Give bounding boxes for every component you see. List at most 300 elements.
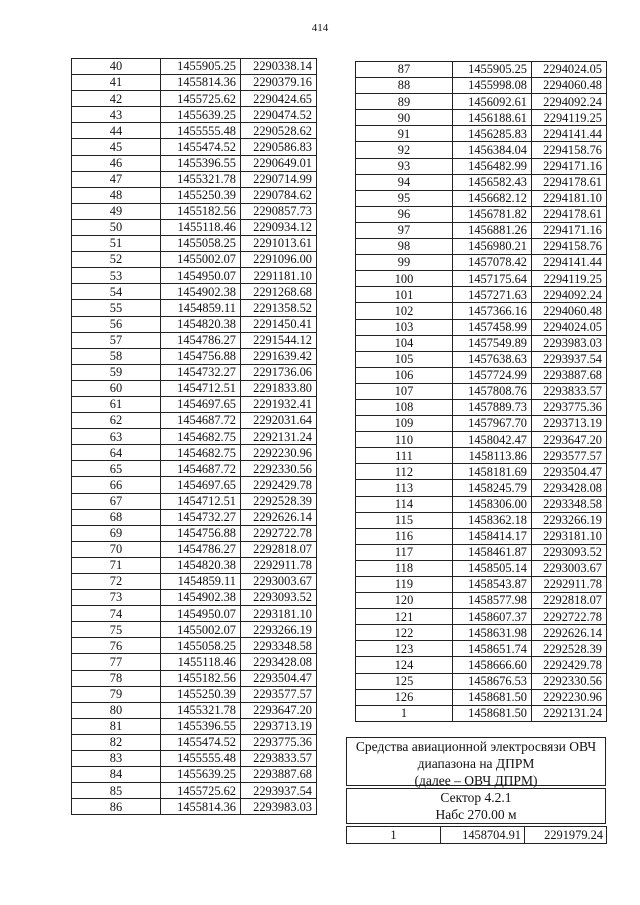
point-number: 95	[356, 190, 453, 206]
y-coordinate: 2293348.58	[532, 496, 607, 512]
x-coordinate: 1455182.56	[161, 203, 241, 219]
y-coordinate: 2293887.68	[241, 767, 317, 783]
point-number: 126	[356, 689, 453, 705]
table-row	[356, 62, 607, 78]
point-number: 46	[72, 155, 161, 171]
table-row	[356, 593, 607, 609]
point-number: 45	[72, 139, 161, 155]
y-coordinate: 2291181.10	[241, 268, 317, 284]
table-row	[356, 689, 607, 705]
point-number: 54	[72, 284, 161, 300]
point-number: 58	[72, 348, 161, 364]
table-row	[72, 429, 317, 445]
table-row	[356, 673, 607, 689]
table-row	[356, 206, 607, 222]
table-row	[356, 174, 607, 190]
x-coordinate: 1454732.27	[161, 509, 241, 525]
table-row	[72, 638, 317, 654]
table-row	[72, 203, 317, 219]
x-coordinate: 1456582.43	[453, 174, 532, 190]
table-row	[356, 287, 607, 303]
y-coordinate: 2290474.52	[241, 107, 317, 123]
point-number: 43	[72, 107, 161, 123]
x-coordinate: 1455555.48	[161, 123, 241, 139]
point-number: 77	[72, 654, 161, 670]
table-row	[72, 380, 317, 396]
y-coordinate: 2292528.39	[241, 493, 317, 509]
x-coordinate: 1454756.88	[161, 348, 241, 364]
table-row	[356, 399, 607, 415]
point-number: 116	[356, 528, 453, 544]
point-number: 124	[356, 657, 453, 673]
point-number: 114	[356, 496, 453, 512]
y-coordinate: 2294119.25	[532, 110, 607, 126]
table-row	[72, 348, 317, 364]
x-coordinate: 1455555.48	[161, 751, 241, 767]
y-coordinate: 2293181.10	[532, 528, 607, 544]
x-coordinate: 1458607.37	[453, 609, 532, 625]
x-coordinate: 1458181.69	[453, 464, 532, 480]
point-number: 111	[356, 448, 453, 464]
point-number: 79	[72, 686, 161, 702]
point-number: 107	[356, 383, 453, 399]
point-number: 63	[72, 429, 161, 445]
point-number: 50	[72, 219, 161, 235]
table-row	[72, 59, 317, 75]
point-number: 41	[72, 75, 161, 91]
y-coordinate: 2293428.08	[241, 654, 317, 670]
x-coordinate: 1456482.99	[453, 158, 532, 174]
sector-box	[346, 788, 606, 824]
table-row	[72, 107, 317, 123]
x-coordinate: 1454682.75	[161, 445, 241, 461]
y-coordinate: 2292626.14	[241, 509, 317, 525]
point-number: 56	[72, 316, 161, 332]
table-row	[72, 91, 317, 107]
x-coordinate: 1458505.14	[453, 560, 532, 576]
y-coordinate: 2294060.48	[532, 78, 607, 94]
y-coordinate: 2291358.52	[241, 300, 317, 316]
x-coordinate: 1458666.60	[453, 657, 532, 673]
y-coordinate: 2292230.96	[241, 445, 317, 461]
point-number: 119	[356, 577, 453, 593]
point-number: 99	[356, 255, 453, 271]
y-coordinate: 2293983.03	[241, 799, 317, 815]
point-number: 80	[72, 702, 161, 718]
y-coordinate: 2293504.47	[532, 464, 607, 480]
point-number: 69	[72, 525, 161, 541]
x-coordinate: 1458113.86	[453, 448, 532, 464]
point-number: 91	[356, 126, 453, 142]
point-number: 52	[72, 252, 161, 268]
point-number: 1	[347, 827, 441, 844]
table-row	[72, 461, 317, 477]
y-coordinate: 2290424.65	[241, 91, 317, 107]
x-coordinate: 1457366.16	[453, 303, 532, 319]
point-number: 60	[72, 380, 161, 396]
x-coordinate: 1455905.25	[453, 62, 532, 78]
point-number: 86	[72, 799, 161, 815]
y-coordinate: 2290649.01	[241, 155, 317, 171]
point-number: 121	[356, 609, 453, 625]
y-coordinate: 2292722.78	[241, 525, 317, 541]
section-title-line-3: (далее – ОВЧ ДПРМ)	[414, 773, 538, 788]
x-coordinate: 1457175.64	[453, 271, 532, 287]
point-number: 74	[72, 606, 161, 622]
x-coordinate: 1458681.50	[453, 689, 532, 705]
x-coordinate: 1455725.62	[161, 91, 241, 107]
table-row	[72, 123, 317, 139]
point-number: 106	[356, 367, 453, 383]
table-row	[72, 557, 317, 573]
y-coordinate: 2292911.78	[532, 577, 607, 593]
table-row	[72, 332, 317, 348]
x-coordinate: 1456980.21	[453, 239, 532, 255]
table-row	[72, 606, 317, 622]
x-coordinate: 1455474.52	[161, 734, 241, 750]
x-coordinate: 1454786.27	[161, 332, 241, 348]
y-coordinate: 2292818.07	[532, 593, 607, 609]
y-coordinate: 2294024.05	[532, 62, 607, 78]
y-coordinate: 2293093.52	[532, 544, 607, 560]
point-number: 103	[356, 319, 453, 335]
table-row	[356, 416, 607, 432]
x-coordinate: 1457967.70	[453, 416, 532, 432]
y-coordinate: 2293647.20	[532, 432, 607, 448]
point-number: 123	[356, 641, 453, 657]
y-coordinate: 2290784.62	[241, 187, 317, 203]
x-coordinate: 1454820.38	[161, 316, 241, 332]
table-row	[72, 477, 317, 493]
table-row	[72, 155, 317, 171]
y-coordinate: 2294158.76	[532, 142, 607, 158]
y-coordinate: 2292429.78	[532, 657, 607, 673]
y-coordinate: 2293266.19	[241, 622, 317, 638]
point-number: 62	[72, 413, 161, 429]
point-number: 55	[72, 300, 161, 316]
point-number: 83	[72, 751, 161, 767]
x-coordinate: 1458461.87	[453, 544, 532, 560]
x-coordinate: 1456781.82	[453, 206, 532, 222]
y-coordinate: 2293266.19	[532, 512, 607, 528]
table-row	[356, 190, 607, 206]
table-row	[356, 94, 607, 110]
y-coordinate: 2290934.12	[241, 219, 317, 235]
table-row	[356, 480, 607, 496]
y-coordinate: 2290586.83	[241, 139, 317, 155]
point-number: 125	[356, 673, 453, 689]
table-row	[72, 574, 317, 590]
point-number: 67	[72, 493, 161, 509]
point-number: 53	[72, 268, 161, 284]
table-row	[72, 300, 317, 316]
point-number: 48	[72, 187, 161, 203]
y-coordinate: 2291736.06	[241, 364, 317, 380]
table-row	[72, 541, 317, 557]
y-coordinate: 2293937.54	[241, 783, 317, 799]
y-coordinate: 2292131.24	[241, 429, 317, 445]
section-title-line-2: диапазона на ДПРМ	[417, 756, 535, 771]
x-coordinate: 1456881.26	[453, 222, 532, 238]
y-coordinate: 2293833.57	[241, 751, 317, 767]
right-coordinates-table	[355, 61, 607, 722]
y-coordinate: 2294092.24	[532, 94, 607, 110]
x-coordinate: 1458042.47	[453, 432, 532, 448]
point-number: 84	[72, 767, 161, 783]
table-row	[72, 219, 317, 235]
point-number: 118	[356, 560, 453, 576]
x-coordinate: 1454786.27	[161, 541, 241, 557]
x-coordinate: 1454682.75	[161, 429, 241, 445]
table-row	[356, 255, 607, 271]
y-coordinate: 2291268.68	[241, 284, 317, 300]
sector-coordinates-table	[346, 826, 607, 844]
point-number: 122	[356, 625, 453, 641]
x-coordinate: 1455814.36	[161, 75, 241, 91]
x-coordinate: 1454687.72	[161, 461, 241, 477]
table-row	[72, 734, 317, 750]
x-coordinate: 1456188.61	[453, 110, 532, 126]
point-number: 68	[72, 509, 161, 525]
point-number: 71	[72, 557, 161, 573]
y-coordinate: 2293504.47	[241, 670, 317, 686]
point-number: 44	[72, 123, 161, 139]
table-row	[72, 670, 317, 686]
y-coordinate: 2294141.44	[532, 126, 607, 142]
table-row	[72, 396, 317, 412]
x-coordinate: 1458543.87	[453, 577, 532, 593]
table-row	[356, 239, 607, 255]
table-row	[356, 126, 607, 142]
x-coordinate: 1457724.99	[453, 367, 532, 383]
x-coordinate: 1458651.74	[453, 641, 532, 657]
table-row	[72, 413, 317, 429]
x-coordinate: 1457808.76	[453, 383, 532, 399]
x-coordinate: 1454712.51	[161, 380, 241, 396]
point-number: 66	[72, 477, 161, 493]
y-coordinate: 2291932.41	[241, 396, 317, 412]
x-coordinate: 1455396.55	[161, 155, 241, 171]
table-row	[72, 268, 317, 284]
table-row	[356, 271, 607, 287]
table-row	[356, 319, 607, 335]
y-coordinate: 2294171.16	[532, 222, 607, 238]
y-coordinate: 2294171.16	[532, 158, 607, 174]
table-row	[356, 383, 607, 399]
table-row	[72, 509, 317, 525]
table-row	[356, 641, 607, 657]
y-coordinate: 2293713.19	[532, 416, 607, 432]
table-row	[347, 827, 607, 844]
table-row	[356, 303, 607, 319]
x-coordinate: 1454756.88	[161, 525, 241, 541]
table-row	[356, 528, 607, 544]
table-row	[72, 316, 317, 332]
table-row	[72, 171, 317, 187]
x-coordinate: 1457078.42	[453, 255, 532, 271]
x-coordinate: 1455474.52	[161, 139, 241, 155]
y-coordinate: 2292031.64	[241, 413, 317, 429]
table-row	[356, 657, 607, 673]
table-row	[72, 493, 317, 509]
point-number: 76	[72, 638, 161, 654]
x-coordinate: 1454697.65	[161, 477, 241, 493]
y-coordinate: 2293775.36	[241, 734, 317, 750]
x-coordinate: 1455321.78	[161, 702, 241, 718]
point-number: 109	[356, 416, 453, 432]
point-number: 102	[356, 303, 453, 319]
point-number: 42	[72, 91, 161, 107]
y-coordinate: 2293833.57	[532, 383, 607, 399]
x-coordinate: 1454820.38	[161, 557, 241, 573]
table-row	[356, 78, 607, 94]
x-coordinate: 1454712.51	[161, 493, 241, 509]
table-row	[356, 142, 607, 158]
table-row	[356, 464, 607, 480]
x-coordinate: 1455639.25	[161, 107, 241, 123]
x-coordinate: 1458681.50	[453, 705, 532, 721]
table-row	[356, 544, 607, 560]
table-row	[356, 158, 607, 174]
y-coordinate: 2293983.03	[532, 335, 607, 351]
x-coordinate: 1455725.62	[161, 783, 241, 799]
table-row	[72, 445, 317, 461]
sector-height: Набс 270.00 м	[435, 807, 517, 822]
point-number: 70	[72, 541, 161, 557]
table-row	[356, 705, 607, 721]
y-coordinate: 2291979.24	[525, 827, 607, 844]
point-number: 120	[356, 593, 453, 609]
y-coordinate: 2292429.78	[241, 477, 317, 493]
x-coordinate: 1458414.17	[453, 528, 532, 544]
x-coordinate: 1454859.11	[161, 574, 241, 590]
table-row	[356, 222, 607, 238]
y-coordinate: 2291544.12	[241, 332, 317, 348]
table-row	[356, 625, 607, 641]
y-coordinate: 2294060.48	[532, 303, 607, 319]
y-coordinate: 2291639.42	[241, 348, 317, 364]
x-coordinate: 1456092.61	[453, 94, 532, 110]
table-row	[72, 284, 317, 300]
y-coordinate: 2292626.14	[532, 625, 607, 641]
table-row	[72, 187, 317, 203]
table-row	[72, 799, 317, 815]
point-number: 110	[356, 432, 453, 448]
y-coordinate: 2293937.54	[532, 351, 607, 367]
x-coordinate: 1454687.72	[161, 413, 241, 429]
page-number: 414	[311, 22, 329, 34]
table-row	[72, 767, 317, 783]
y-coordinate: 2294158.76	[532, 239, 607, 255]
x-coordinate: 1457271.63	[453, 287, 532, 303]
x-coordinate: 1455250.39	[161, 187, 241, 203]
y-coordinate: 2292528.39	[532, 641, 607, 657]
y-coordinate: 2290714.99	[241, 171, 317, 187]
x-coordinate: 1455250.39	[161, 686, 241, 702]
y-coordinate: 2293647.20	[241, 702, 317, 718]
table-row	[72, 622, 317, 638]
sector-label: Сектор 4.2.1	[440, 790, 512, 805]
left-coordinates-table	[71, 58, 317, 815]
y-coordinate: 2290528.62	[241, 123, 317, 139]
x-coordinate: 1455905.25	[161, 59, 241, 75]
x-coordinate: 1458631.98	[453, 625, 532, 641]
x-coordinate: 1456384.04	[453, 142, 532, 158]
y-coordinate: 2291450.41	[241, 316, 317, 332]
table-row	[72, 702, 317, 718]
x-coordinate: 1455814.36	[161, 799, 241, 815]
table-row	[72, 139, 317, 155]
point-number: 94	[356, 174, 453, 190]
point-number: 92	[356, 142, 453, 158]
point-number: 1	[356, 705, 453, 721]
point-number: 73	[72, 590, 161, 606]
x-coordinate: 1458362.18	[453, 512, 532, 528]
x-coordinate: 1455182.56	[161, 670, 241, 686]
point-number: 40	[72, 59, 161, 75]
y-coordinate: 2293093.52	[241, 590, 317, 606]
point-number: 96	[356, 206, 453, 222]
table-row	[356, 367, 607, 383]
table-row	[356, 512, 607, 528]
x-coordinate: 1458704.91	[441, 827, 525, 844]
x-coordinate: 1455058.25	[161, 236, 241, 252]
x-coordinate: 1454950.07	[161, 606, 241, 622]
x-coordinate: 1454902.38	[161, 284, 241, 300]
point-number: 112	[356, 464, 453, 480]
point-number: 65	[72, 461, 161, 477]
section-title-box	[346, 737, 606, 786]
point-number: 100	[356, 271, 453, 287]
y-coordinate: 2292131.24	[532, 705, 607, 721]
point-number: 117	[356, 544, 453, 560]
x-coordinate: 1455639.25	[161, 767, 241, 783]
y-coordinate: 2293181.10	[241, 606, 317, 622]
y-coordinate: 2293775.36	[532, 399, 607, 415]
table-row	[72, 75, 317, 91]
x-coordinate: 1458306.00	[453, 496, 532, 512]
y-coordinate: 2292230.96	[532, 689, 607, 705]
x-coordinate: 1457458.99	[453, 319, 532, 335]
x-coordinate: 1458577.98	[453, 593, 532, 609]
table-row	[72, 783, 317, 799]
x-coordinate: 1455058.25	[161, 638, 241, 654]
table-row	[72, 252, 317, 268]
y-coordinate: 2292818.07	[241, 541, 317, 557]
point-number: 88	[356, 78, 453, 94]
point-number: 61	[72, 396, 161, 412]
y-coordinate: 2294092.24	[532, 287, 607, 303]
x-coordinate: 1458245.79	[453, 480, 532, 496]
y-coordinate: 2293003.67	[532, 560, 607, 576]
table-row	[72, 654, 317, 670]
point-number: 82	[72, 734, 161, 750]
point-number: 113	[356, 480, 453, 496]
table-row	[356, 351, 607, 367]
table-row	[356, 432, 607, 448]
section-title-line-1: Средства авиационной электросвязи ОВЧ	[355, 739, 597, 754]
y-coordinate: 2291013.61	[241, 236, 317, 252]
table-row	[356, 577, 607, 593]
table-row	[356, 560, 607, 576]
x-coordinate: 1455118.46	[161, 219, 241, 235]
y-coordinate: 2294141.44	[532, 255, 607, 271]
x-coordinate: 1454902.38	[161, 590, 241, 606]
point-number: 81	[72, 718, 161, 734]
point-number: 64	[72, 445, 161, 461]
y-coordinate: 2293348.58	[241, 638, 317, 654]
table-row	[356, 496, 607, 512]
